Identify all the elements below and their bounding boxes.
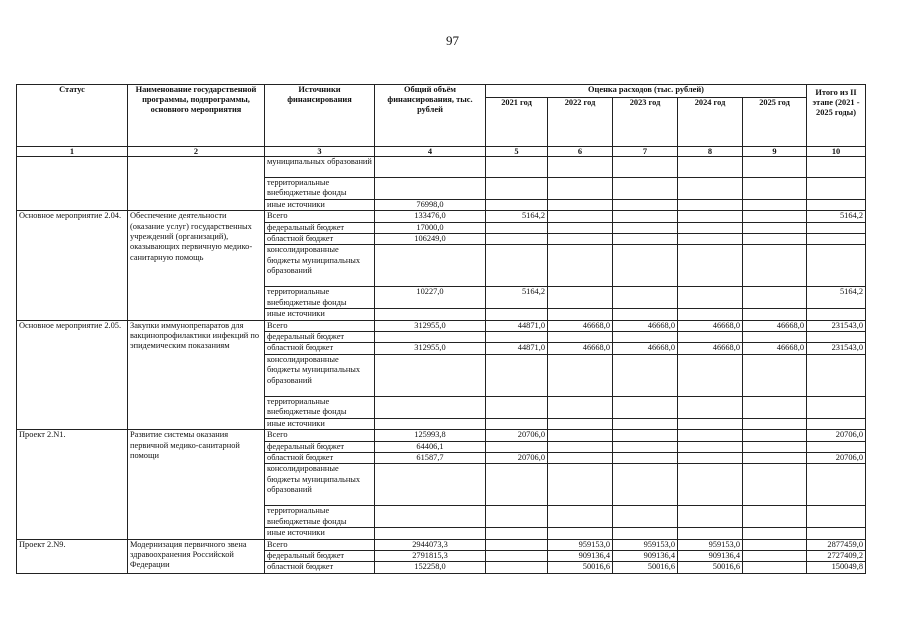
year-2024-cell bbox=[678, 287, 743, 309]
source-cell: федеральный бюджет bbox=[265, 332, 375, 343]
year-2023-cell bbox=[613, 441, 678, 452]
total-cell bbox=[375, 528, 486, 539]
year-2024-cell bbox=[678, 178, 743, 200]
itogo-cell: 20706,0 bbox=[807, 430, 866, 441]
year-2022-cell: 909136,4 bbox=[548, 550, 613, 561]
year-2025-cell bbox=[743, 464, 807, 506]
year-2023-cell bbox=[613, 309, 678, 320]
year-2024-cell bbox=[678, 441, 743, 452]
total-cell bbox=[375, 354, 486, 396]
year-2025-cell bbox=[743, 234, 807, 245]
total-cell: 61587,7 bbox=[375, 452, 486, 463]
year-2021-cell: 20706,0 bbox=[486, 430, 548, 441]
total-cell: 17000,0 bbox=[375, 222, 486, 233]
col-number: 6 bbox=[548, 147, 613, 157]
year-2024-cell bbox=[678, 157, 743, 178]
itogo-cell: 2877459,0 bbox=[807, 539, 866, 550]
source-cell: федеральный бюджет bbox=[265, 441, 375, 452]
total-cell bbox=[375, 506, 486, 528]
status-cell: Основное мероприятие 2.05. bbox=[17, 320, 128, 429]
year-2022-cell: 50016,6 bbox=[548, 562, 613, 573]
name-cell bbox=[128, 157, 265, 211]
total-cell: 133476,0 bbox=[375, 211, 486, 222]
col-number: 4 bbox=[375, 147, 486, 157]
header-year-2023: 2023 год bbox=[613, 98, 678, 147]
year-2021-cell: 5164,2 bbox=[486, 287, 548, 309]
header-name: Наименование государственной программы, подпрограммы, основного мероприятия bbox=[128, 85, 265, 147]
year-2025-cell bbox=[743, 211, 807, 222]
year-2023-cell bbox=[613, 332, 678, 343]
year-2023-cell: 46668,0 bbox=[613, 343, 678, 354]
col-number: 3 bbox=[265, 147, 375, 157]
itogo-cell bbox=[807, 528, 866, 539]
year-2021-cell bbox=[486, 178, 548, 200]
table-row bbox=[17, 157, 866, 178]
col-number: 1 bbox=[17, 147, 128, 157]
itogo-cell bbox=[807, 157, 866, 178]
status-cell: Проект 2.N1. bbox=[17, 430, 128, 539]
header-total: Общий объём финансирования, тыс. рублей bbox=[375, 85, 486, 147]
itogo-cell bbox=[807, 464, 866, 506]
year-2023-cell bbox=[613, 211, 678, 222]
year-2025-cell bbox=[743, 309, 807, 320]
header-year-2021: 2021 год bbox=[486, 98, 548, 147]
year-2025-cell bbox=[743, 430, 807, 441]
year-2021-cell: 44871,0 bbox=[486, 320, 548, 331]
year-2023-cell bbox=[613, 396, 678, 418]
year-2021-cell bbox=[486, 550, 548, 561]
year-2025-cell bbox=[743, 222, 807, 233]
year-2025-cell bbox=[743, 199, 807, 210]
header-itogo: Итого из II этапе (2021 - 2025 годы) bbox=[807, 85, 866, 147]
year-2025-cell bbox=[743, 452, 807, 463]
itogo-cell: 5164,2 bbox=[807, 287, 866, 309]
year-2022-cell bbox=[548, 441, 613, 452]
source-cell: Всего bbox=[265, 320, 375, 331]
year-2025-cell bbox=[743, 178, 807, 200]
year-2025-cell bbox=[743, 157, 807, 178]
year-2022-cell bbox=[548, 418, 613, 429]
year-2022-cell bbox=[548, 245, 613, 287]
year-2023-cell bbox=[613, 452, 678, 463]
year-2024-cell: 959153,0 bbox=[678, 539, 743, 550]
year-2023-cell bbox=[613, 506, 678, 528]
status-cell bbox=[17, 157, 128, 211]
total-cell bbox=[375, 178, 486, 200]
total-cell: 2944073,3 bbox=[375, 539, 486, 550]
itogo-cell: 231543,0 bbox=[807, 343, 866, 354]
source-cell: иные источники bbox=[265, 528, 375, 539]
source-cell: иные источники bbox=[265, 418, 375, 429]
year-2025-cell bbox=[743, 528, 807, 539]
year-2022-cell bbox=[548, 528, 613, 539]
year-2022-cell bbox=[548, 506, 613, 528]
year-2025-cell bbox=[743, 354, 807, 396]
itogo-cell: 20706,0 bbox=[807, 452, 866, 463]
itogo-cell bbox=[807, 354, 866, 396]
year-2023-cell bbox=[613, 157, 678, 178]
col-number: 8 bbox=[678, 147, 743, 157]
year-2021-cell: 5164,2 bbox=[486, 211, 548, 222]
year-2024-cell bbox=[678, 528, 743, 539]
col-number: 7 bbox=[613, 147, 678, 157]
year-2022-cell bbox=[548, 354, 613, 396]
year-2025-cell bbox=[743, 418, 807, 429]
total-cell: 152258,0 bbox=[375, 562, 486, 573]
col-number: 2 bbox=[128, 147, 265, 157]
itogo-cell bbox=[807, 418, 866, 429]
year-2021-cell bbox=[486, 528, 548, 539]
source-cell: областной бюджет bbox=[265, 452, 375, 463]
total-cell: 106249,0 bbox=[375, 234, 486, 245]
year-2024-cell bbox=[678, 309, 743, 320]
itogo-cell: 231543,0 bbox=[807, 320, 866, 331]
source-cell: областной бюджет bbox=[265, 562, 375, 573]
total-cell bbox=[375, 464, 486, 506]
itogo-cell bbox=[807, 199, 866, 210]
year-2021-cell bbox=[486, 309, 548, 320]
year-2021-cell: 20706,0 bbox=[486, 452, 548, 463]
total-cell: 76998,0 bbox=[375, 199, 486, 210]
year-2022-cell bbox=[548, 452, 613, 463]
year-2025-cell bbox=[743, 562, 807, 573]
source-cell: иные источники bbox=[265, 199, 375, 210]
name-cell: Закупки иммунопрепаратов для вакцинопрофилактики инфекций по эпидемическим показаниям bbox=[128, 320, 265, 429]
year-2023-cell bbox=[613, 234, 678, 245]
itogo-cell bbox=[807, 332, 866, 343]
header-estimate: Оценка расходов (тыс. рублей) bbox=[486, 85, 807, 98]
year-2024-cell bbox=[678, 234, 743, 245]
source-cell: консолидированные бюджеты муниципальных образований bbox=[265, 245, 375, 287]
year-2021-cell bbox=[486, 245, 548, 287]
year-2025-cell: 46668,0 bbox=[743, 343, 807, 354]
year-2022-cell bbox=[548, 309, 613, 320]
name-cell: Обеспечение деятельности (оказание услуг) государственных учреждений (организаций), оказывающих первичную медико-санитарную помощь bbox=[128, 211, 265, 320]
year-2025-cell bbox=[743, 441, 807, 452]
total-cell: 10227,0 bbox=[375, 287, 486, 309]
year-2025-cell: 46668,0 bbox=[743, 320, 807, 331]
year-2024-cell bbox=[678, 199, 743, 210]
year-2025-cell bbox=[743, 550, 807, 561]
page-number: 97 bbox=[446, 33, 459, 48]
year-2024-cell bbox=[678, 464, 743, 506]
source-cell: областной бюджет bbox=[265, 234, 375, 245]
status-cell: Проект 2.N9. bbox=[17, 539, 128, 573]
col-number: 9 bbox=[743, 147, 807, 157]
budget-table bbox=[16, 84, 866, 574]
year-2022-cell bbox=[548, 211, 613, 222]
col-number: 10 bbox=[807, 147, 866, 157]
year-2024-cell bbox=[678, 452, 743, 463]
year-2024-cell bbox=[678, 396, 743, 418]
source-cell: территориальные внебюджетные фонды bbox=[265, 287, 375, 309]
header-year-2024: 2024 год bbox=[678, 98, 743, 147]
year-2024-cell bbox=[678, 332, 743, 343]
year-2024-cell bbox=[678, 506, 743, 528]
year-2022-cell bbox=[548, 199, 613, 210]
year-2023-cell bbox=[613, 528, 678, 539]
source-cell: иные источники bbox=[265, 309, 375, 320]
year-2022-cell bbox=[548, 287, 613, 309]
year-2024-cell bbox=[678, 222, 743, 233]
year-2024-cell bbox=[678, 211, 743, 222]
year-2021-cell bbox=[486, 562, 548, 573]
col-number: 5 bbox=[486, 147, 548, 157]
itogo-cell bbox=[807, 245, 866, 287]
year-2024-cell bbox=[678, 354, 743, 396]
itogo-cell bbox=[807, 441, 866, 452]
source-cell: территориальные внебюджетные фонды bbox=[265, 396, 375, 418]
year-2023-cell bbox=[613, 464, 678, 506]
year-2023-cell bbox=[613, 245, 678, 287]
name-cell: Развитие системы оказания первичной медико-санитарной помощи bbox=[128, 430, 265, 539]
itogo-cell bbox=[807, 222, 866, 233]
source-cell: Всего bbox=[265, 539, 375, 550]
year-2023-cell bbox=[613, 199, 678, 210]
year-2021-cell bbox=[486, 199, 548, 210]
year-2021-cell bbox=[486, 539, 548, 550]
total-cell: 2791815,3 bbox=[375, 550, 486, 561]
total-cell: 312955,0 bbox=[375, 320, 486, 331]
itogo-cell bbox=[807, 396, 866, 418]
year-2024-cell: 46668,0 bbox=[678, 320, 743, 331]
source-cell: федеральный бюджет bbox=[265, 222, 375, 233]
itogo-cell bbox=[807, 506, 866, 528]
year-2023-cell: 959153,0 bbox=[613, 539, 678, 550]
total-cell bbox=[375, 332, 486, 343]
source-cell: федеральный бюджет bbox=[265, 550, 375, 561]
source-cell: муниципальных образований bbox=[265, 157, 375, 178]
source-cell: территориальные внебюджетные фонды bbox=[265, 178, 375, 200]
year-2021-cell bbox=[486, 332, 548, 343]
year-2022-cell bbox=[548, 178, 613, 200]
year-2023-cell bbox=[613, 287, 678, 309]
year-2022-cell bbox=[548, 430, 613, 441]
source-cell: Всего bbox=[265, 211, 375, 222]
year-2024-cell bbox=[678, 245, 743, 287]
year-2025-cell bbox=[743, 396, 807, 418]
year-2023-cell: 909136,4 bbox=[613, 550, 678, 561]
itogo-cell bbox=[807, 234, 866, 245]
table-row bbox=[17, 211, 866, 222]
total-cell bbox=[375, 396, 486, 418]
year-2023-cell bbox=[613, 178, 678, 200]
year-2022-cell bbox=[548, 234, 613, 245]
year-2021-cell bbox=[486, 234, 548, 245]
itogo-cell bbox=[807, 309, 866, 320]
year-2022-cell bbox=[548, 396, 613, 418]
source-cell: территориальные внебюджетные фонды bbox=[265, 506, 375, 528]
source-cell: областной бюджет bbox=[265, 343, 375, 354]
year-2021-cell bbox=[486, 222, 548, 233]
year-2025-cell bbox=[743, 539, 807, 550]
year-2022-cell bbox=[548, 157, 613, 178]
year-2025-cell bbox=[743, 332, 807, 343]
year-2024-cell: 46668,0 bbox=[678, 343, 743, 354]
year-2023-cell bbox=[613, 430, 678, 441]
year-2021-cell bbox=[486, 464, 548, 506]
table-header bbox=[17, 85, 866, 157]
itogo-cell bbox=[807, 178, 866, 200]
header-year-2025: 2025 год bbox=[743, 98, 807, 147]
status-cell: Основное мероприятие 2.04. bbox=[17, 211, 128, 320]
year-2021-cell bbox=[486, 157, 548, 178]
year-2024-cell: 50016,6 bbox=[678, 562, 743, 573]
year-2021-cell bbox=[486, 506, 548, 528]
table-body bbox=[17, 157, 866, 574]
source-cell: консолидированные бюджеты муниципальных образований bbox=[265, 464, 375, 506]
name-cell: Модернизация первичного звена здравоохранения Российской Федерации bbox=[128, 539, 265, 573]
header-sources: Источники финансирования bbox=[265, 85, 375, 147]
year-2022-cell bbox=[548, 332, 613, 343]
year-2022-cell: 46668,0 bbox=[548, 320, 613, 331]
table-row bbox=[17, 320, 866, 331]
year-2022-cell: 46668,0 bbox=[548, 343, 613, 354]
header-status: Статус bbox=[17, 85, 128, 147]
total-cell bbox=[375, 245, 486, 287]
year-2023-cell: 50016,6 bbox=[613, 562, 678, 573]
total-cell: 312955,0 bbox=[375, 343, 486, 354]
total-cell bbox=[375, 309, 486, 320]
itogo-cell: 2727409,2 bbox=[807, 550, 866, 561]
year-2025-cell bbox=[743, 287, 807, 309]
year-2023-cell bbox=[613, 354, 678, 396]
source-cell: Всего bbox=[265, 430, 375, 441]
year-2021-cell bbox=[486, 354, 548, 396]
year-2021-cell bbox=[486, 441, 548, 452]
year-2021-cell bbox=[486, 418, 548, 429]
year-2025-cell bbox=[743, 506, 807, 528]
year-2024-cell: 909136,4 bbox=[678, 550, 743, 561]
total-cell: 64406,1 bbox=[375, 441, 486, 452]
table-row bbox=[17, 430, 866, 441]
year-2022-cell bbox=[548, 222, 613, 233]
total-cell bbox=[375, 418, 486, 429]
year-2024-cell bbox=[678, 418, 743, 429]
table-row bbox=[17, 539, 866, 550]
total-cell: 125993,8 bbox=[375, 430, 486, 441]
header-year-2022: 2022 год bbox=[548, 98, 613, 147]
year-2023-cell bbox=[613, 418, 678, 429]
total-cell bbox=[375, 157, 486, 178]
year-2024-cell bbox=[678, 430, 743, 441]
year-2021-cell bbox=[486, 396, 548, 418]
itogo-cell: 150049,8 bbox=[807, 562, 866, 573]
year-2025-cell bbox=[743, 245, 807, 287]
year-2023-cell: 46668,0 bbox=[613, 320, 678, 331]
itogo-cell: 5164,2 bbox=[807, 211, 866, 222]
year-2023-cell bbox=[613, 222, 678, 233]
source-cell: консолидированные бюджеты муниципальных образований bbox=[265, 354, 375, 396]
year-2022-cell: 959153,0 bbox=[548, 539, 613, 550]
year-2021-cell: 44871,0 bbox=[486, 343, 548, 354]
year-2022-cell bbox=[548, 464, 613, 506]
